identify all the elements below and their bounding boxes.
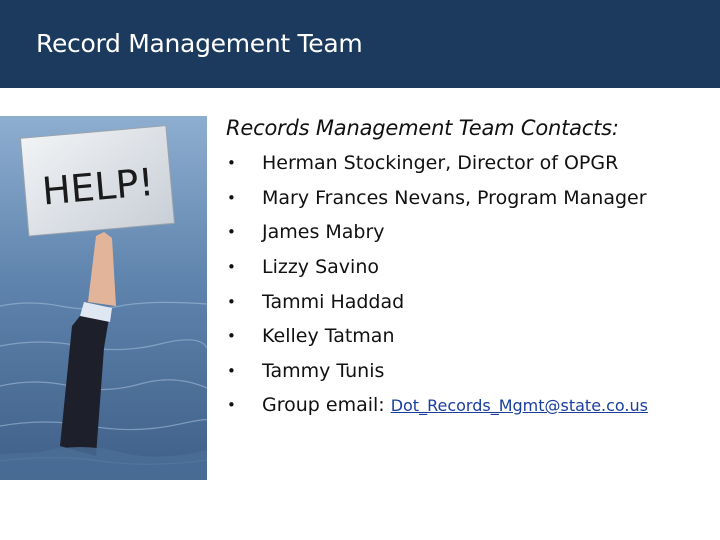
bullet: •	[227, 396, 236, 415]
drowning-help-image	[0, 116, 207, 480]
contact-item	[226, 354, 648, 389]
contact-text: Kelley Tatman	[262, 325, 395, 348]
help-sign	[20, 126, 174, 236]
contact-item	[226, 215, 648, 250]
help-photo	[0, 116, 207, 480]
bullet: •	[227, 292, 236, 311]
contacts-heading: Records Management Team Contacts:	[226, 116, 619, 140]
contact-text: Tammy Tunis	[262, 359, 385, 382]
contact-text: Tammi Haddad	[262, 290, 405, 313]
contact-item	[226, 181, 648, 216]
sign-text: HELP!	[40, 159, 156, 214]
group-email-link[interactable]: Dot_Records_Mgmt@state.co.us	[390, 395, 648, 415]
email-item	[226, 388, 648, 423]
contact-item	[226, 250, 648, 285]
contact-text: Herman Stockinger, Director of OPGR	[262, 152, 619, 175]
bullet: •	[227, 258, 236, 277]
contacts-list	[226, 146, 648, 423]
bullet: •	[227, 223, 236, 242]
slide-title: Record Management Team	[36, 29, 363, 58]
bullet: •	[227, 361, 236, 380]
contact-text: James Mabry	[262, 221, 385, 244]
email-label: Group email:	[262, 394, 385, 417]
contact-item	[226, 319, 648, 354]
bullet: •	[227, 154, 236, 173]
contact-text: Mary Frances Nevans, Program Manager	[262, 186, 647, 209]
bullet: •	[227, 327, 236, 346]
contact-item	[226, 284, 648, 319]
contact-text: Lizzy Savino	[262, 256, 379, 279]
contact-item	[226, 146, 648, 181]
title-bar	[0, 0, 720, 88]
bullet: •	[227, 188, 236, 207]
